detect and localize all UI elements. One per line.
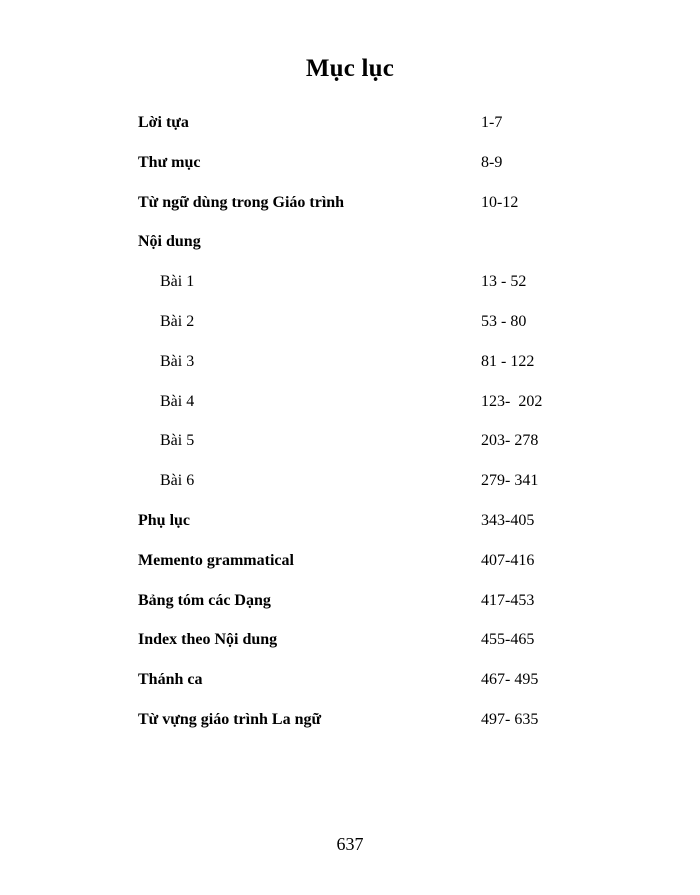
toc-entry-label: Memento grammatical — [138, 551, 294, 569]
toc-entry-label: Bài 5 — [160, 432, 195, 450]
toc-entry-label: Từ vựng giáo trình La ngữ — [138, 710, 322, 728]
toc-entry-label: Bài 4 — [160, 392, 195, 410]
toc-entry — [0, 586, 700, 626]
toc-entry — [0, 625, 700, 665]
page-title: Mục lục — [305, 55, 395, 82]
toc-entry-label: Từ ngữ dùng trong Giáo trình — [138, 193, 345, 211]
toc-entry-label: Phụ lục — [138, 511, 191, 529]
toc-entry-pages: 279- 341 — [481, 472, 539, 490]
toc-entry-pages: 455-465 — [481, 631, 535, 649]
toc-entry-label: Bài 2 — [160, 312, 195, 330]
toc-entry — [0, 506, 700, 546]
toc-subentry — [0, 466, 700, 506]
toc-subentry — [0, 426, 700, 466]
toc-subentry — [0, 267, 700, 307]
toc-entry-pages: 1-7 — [481, 114, 503, 131]
toc-entry-label: Index theo Nội dung — [138, 631, 278, 649]
toc-subentry — [0, 347, 700, 387]
page-number: 637 — [336, 834, 364, 854]
toc-subentry — [0, 307, 700, 347]
toc-entry — [0, 665, 700, 705]
toc-entry-label: Nội dung — [138, 233, 201, 251]
toc-entry — [0, 108, 700, 148]
toc-entry-pages: 53 - 80 — [481, 312, 527, 330]
toc-section-heading — [0, 227, 700, 267]
toc-entry-pages: 13 - 52 — [481, 273, 527, 291]
toc-entry-pages: 407-416 — [481, 551, 535, 569]
toc-entry-pages: 81 - 122 — [481, 352, 535, 370]
toc-entry-label: Thư mục — [138, 153, 201, 171]
toc-entry-label: Bảng tóm các Dạng — [138, 591, 271, 609]
toc-entry-pages: 203- 278 — [481, 432, 539, 450]
toc-entry-pages: 123- 202 — [481, 392, 543, 410]
toc-entry-pages: 8-9 — [481, 153, 503, 171]
toc-entry-label: Bài 3 — [160, 352, 195, 370]
toc-entry — [0, 188, 700, 228]
table-of-contents — [0, 108, 700, 745]
toc-entry-pages: 10-12 — [481, 193, 519, 211]
toc-entry — [0, 546, 700, 586]
toc-entry — [0, 705, 700, 745]
toc-entry-pages: 417-453 — [481, 591, 535, 609]
toc-entry-label: Lời tựa — [138, 114, 189, 131]
toc-entry-label: Thánh ca — [138, 671, 203, 689]
toc-entry-pages: 467- 495 — [481, 671, 539, 689]
toc-entry — [0, 148, 700, 188]
toc-entry-label: Bài 1 — [160, 273, 195, 291]
toc-entry-pages: 343-405 — [481, 511, 535, 529]
toc-entry-pages: 497- 635 — [481, 710, 539, 728]
toc-entry-label: Bài 6 — [160, 472, 195, 490]
toc-subentry — [0, 387, 700, 427]
